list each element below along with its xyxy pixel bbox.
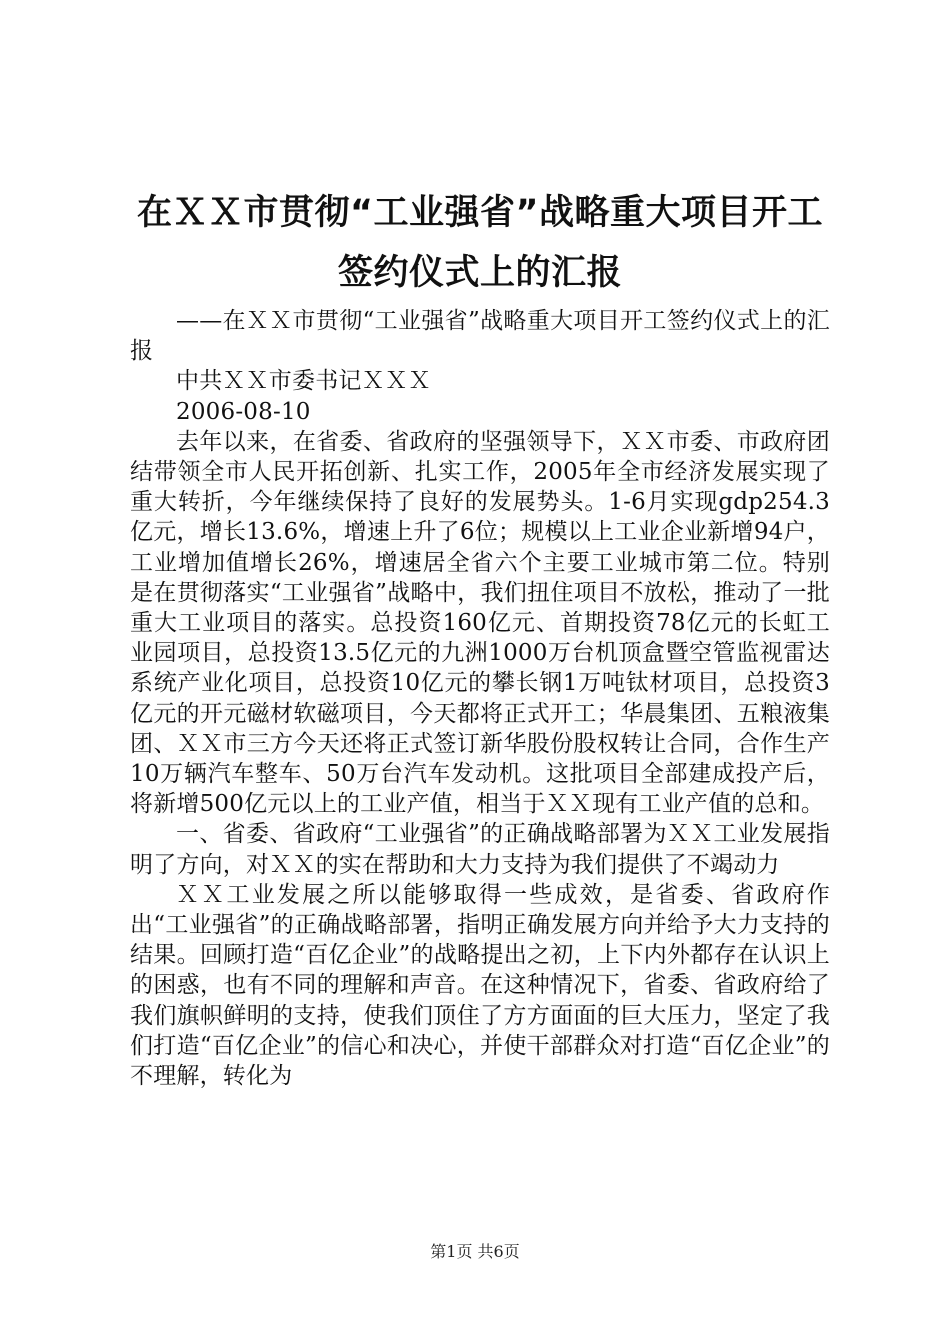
page-footer: 第1页 共6页 [430, 1242, 520, 1261]
document-body [130, 306, 830, 1091]
author-line: 中共ＸＸ市委书记ＸＸＸ [176, 368, 432, 395]
subtitle-paragraph: ——在ＸＸ市贯彻“工业强省”战略重大项目开工签约仪式上的汇报 [130, 308, 830, 365]
body-paragraph: ＸＸ工业发展之所以能够取得一些成效，是省委、省政府作出“工业强省”的正确战略部署，指明正确发展方向并给予大力支持的结果。回顾打造“百亿企业”的战略提出之初，上下内外都存在认识上的困惑，也有不同的理解和声音。在这种情况下，省委、省政府给了我们旗帜鲜明的支持，使我们顶住了方方面面的巨大压力，坚定了我们打造“百亿企业”的信心和决心，并使干部群众对打造“百亿企业”的不理解，转化为 [130, 881, 830, 1090]
title-line-2: 签约仪式上的汇报 [337, 253, 622, 293]
title-line-1: 在ＸＸ市贯彻“工业强省”战略重大项目开工 [136, 193, 823, 233]
document-page [130, 183, 830, 1091]
date-line: 2006-08-10 [176, 398, 311, 425]
document-title [130, 183, 830, 303]
body-paragraph: 去年以来，在省委、省政府的坚强领导下，ＸＸ市委、市政府团结带领全市人民开拓创新、扎实工作，2005年全市经济发展实现了重大转折，今年继续保持了良好的发展势头。1-6月实现gdp254.3亿元，增长13.6%，增速上升了6位；规模以上工业企业新增94户，工业增加值增长26%，增速居全省六个主要工业城市第二位。特别是在贯彻落实“工业强省”战略中，我们扭住项目不放松，推动了一批重大工业项目的落实。总投资160亿元、首期投资78亿元的长虹工业园项目，总投资13.5亿元的九洲1000万台机顶盒暨空管监视雷达系统产业化项目，总投资10亿元的攀长钢1万吨钛材项目，总投资3亿元的开元磁材软磁项目，今天都将正式开工；华晨集团、五粮液集团、ＸＸ市三方今天还将正式签订新华股份股权转让合同，合作生产10万辆汽车整车、50万台汽车发动机。这批项目全部建成投产后，将新增500亿元以上的工业产值，相当于ＸＸ现有工业产值的总和。 [130, 428, 830, 818]
section-heading: 一、省委、省政府“工业强省”的正确战略部署为ＸＸ工业发展指明了方向，对ＸＸ的实在帮助和大力支持为我们提供了不竭动力 [130, 821, 830, 878]
